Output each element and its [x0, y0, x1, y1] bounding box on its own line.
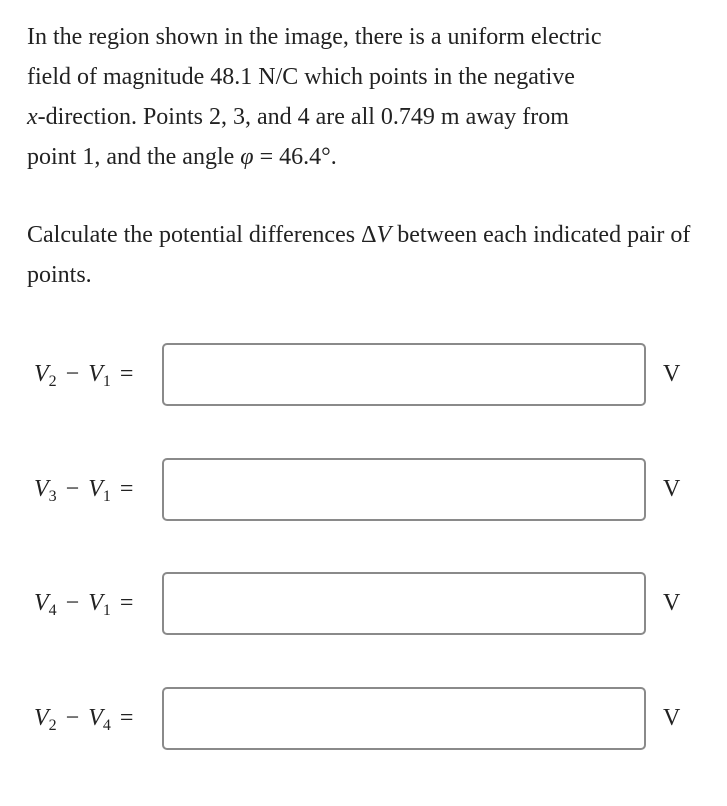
unit-label: V: [663, 361, 681, 387]
answer-row-v2-v4: [0, 687, 727, 751]
answer-row-v4-v1: [0, 572, 727, 636]
equation-label: [34, 357, 142, 394]
sub-a: 2: [48, 373, 57, 390]
answer-input-v4-v1[interactable]: [162, 572, 646, 635]
var-b: V: [88, 590, 103, 616]
problem-line-3: -direction. Points 2, 3, and 4 are all 0.749 m away from: [37, 104, 569, 130]
equals-sign: =: [119, 590, 134, 616]
sub-a: 2: [48, 717, 57, 734]
equation-label: [34, 586, 142, 623]
answer-input-v2-v1[interactable]: [162, 343, 646, 406]
angle-value: = 46.4°.: [253, 144, 337, 170]
delta-symbol: Δ: [361, 222, 377, 248]
answer-input-v3-v1[interactable]: [162, 458, 646, 521]
minus-sign: −: [65, 361, 80, 387]
problem-statement: [27, 17, 707, 295]
minus-sign: −: [65, 476, 80, 502]
var-a: V: [34, 361, 49, 387]
unit-label: V: [663, 476, 681, 502]
equation-label: [34, 701, 142, 738]
answer-row-v2-v1: [0, 343, 727, 407]
equals-sign: =: [119, 476, 134, 502]
v-variable: V: [376, 222, 392, 248]
answer-input-v2-v4[interactable]: [162, 687, 646, 750]
equals-sign: =: [119, 705, 134, 731]
var-a: V: [34, 705, 49, 731]
var-b: V: [88, 705, 103, 731]
equals-sign: =: [119, 361, 134, 387]
sub-b: 4: [102, 717, 111, 734]
instruction-text: [27, 215, 707, 295]
answer-row-v3-v1: [0, 458, 727, 522]
sub-b: 1: [102, 373, 111, 390]
var-b: V: [88, 476, 103, 502]
unit-label: V: [663, 590, 681, 616]
unit-label: V: [663, 705, 681, 731]
equation-label: [34, 472, 142, 509]
minus-sign: −: [65, 705, 80, 731]
x-variable: x: [27, 104, 38, 130]
problem-line-2: field of magnitude 48.1 N/C which points in the negative: [27, 64, 575, 90]
problem-description: [27, 17, 707, 177]
sub-a: 4: [48, 602, 57, 619]
sub-a: 3: [48, 488, 57, 505]
sub-b: 1: [102, 488, 111, 505]
instruction-end: between each indicated pair of points.: [27, 222, 691, 288]
var-a: V: [34, 590, 49, 616]
instruction-start: Calculate the potential differences: [27, 222, 362, 248]
var-b: V: [88, 361, 103, 387]
var-a: V: [34, 476, 49, 502]
problem-line-4: point 1, and the angle: [27, 144, 241, 170]
sub-b: 1: [102, 602, 111, 619]
minus-sign: −: [65, 590, 80, 616]
phi-symbol: φ: [240, 144, 254, 170]
problem-line-1: In the region shown in the image, there is a uniform electric: [27, 24, 602, 50]
